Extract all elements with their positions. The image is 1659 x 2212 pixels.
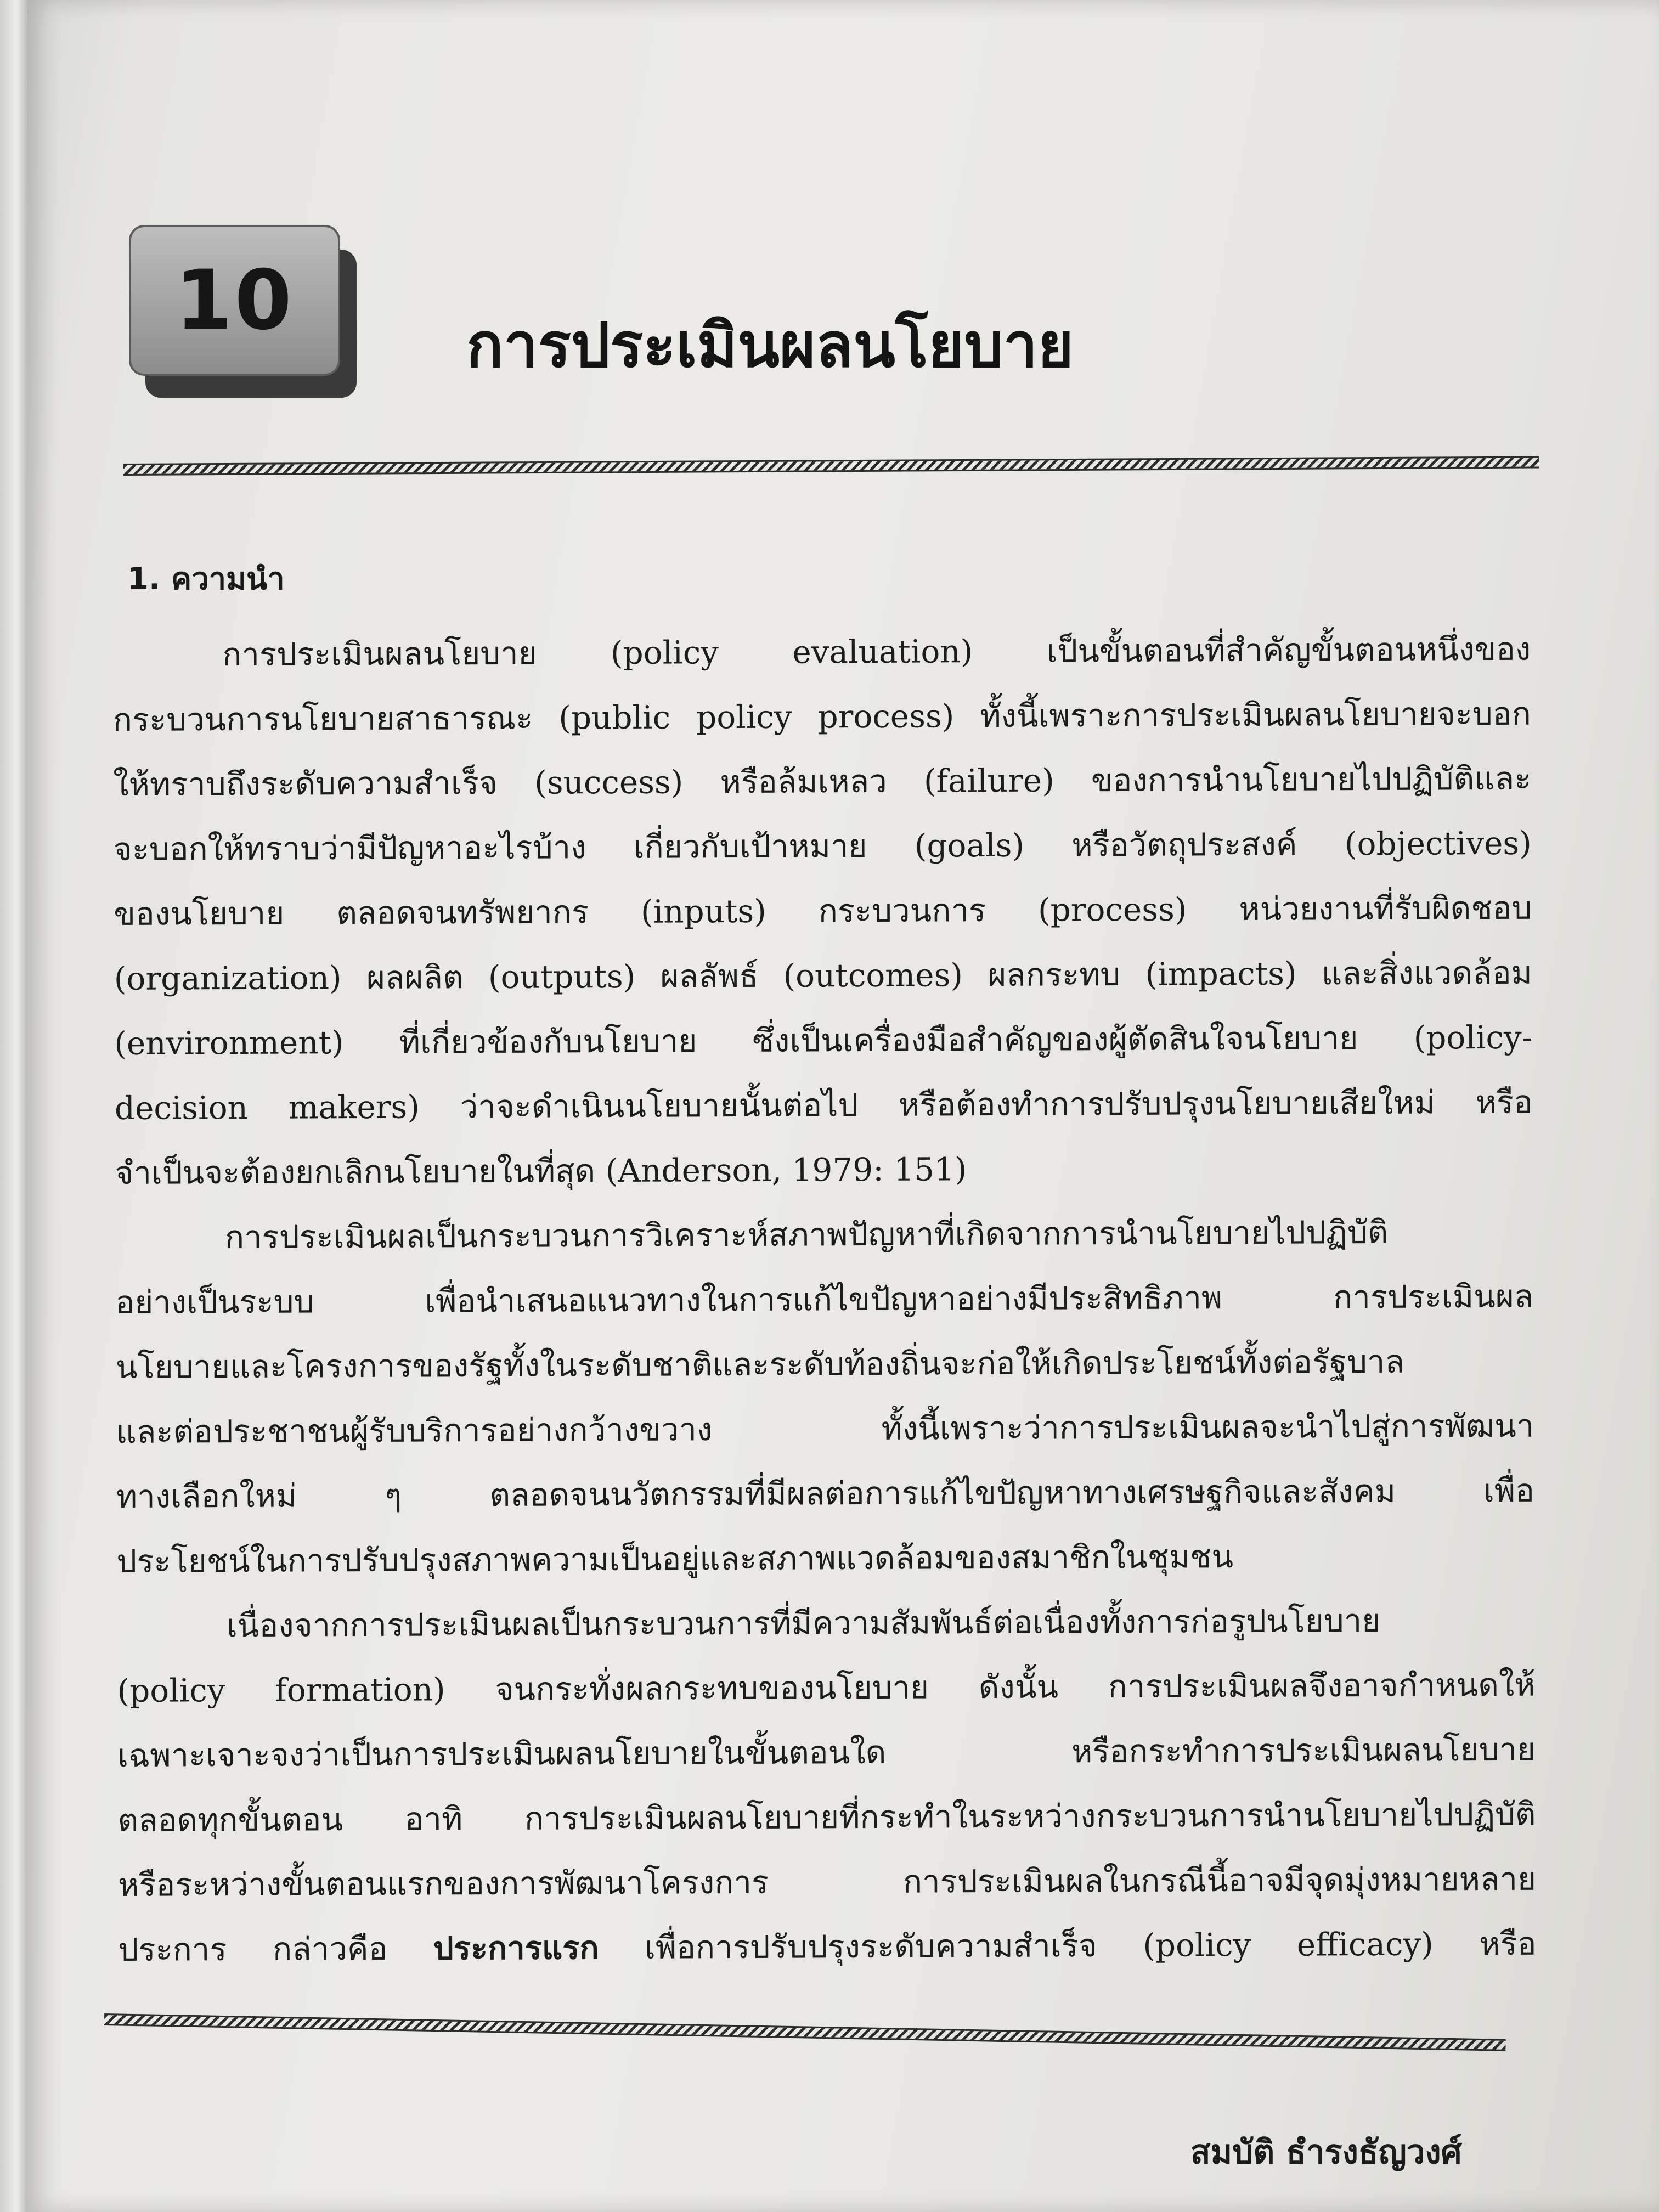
section-heading: 1. ความนำ	[127, 561, 285, 597]
emphasis-first-point: ประการแรก	[433, 1929, 599, 1967]
last-line-start: ประการ กล่าวคือ	[118, 1929, 434, 1968]
text-line: ตลอดทุกขั้นตอน อาทิ การประเมินผลนโยบายที่กระทำในระหว่างกระบวนการนำนโยบายไปปฏิบัติ	[117, 1795, 1536, 1839]
text-line: ทางเลือกใหม่ ๆ ตลอดจนนวัตกรรมที่มีผลต่อการแก้ไขปัญหาทางเศรษฐกิจและสังคม เพื่อ	[116, 1471, 1535, 1515]
last-line-end: เพื่อการปรับปรุงระดับความสำเร็จ (policy efficacy) หรือ	[599, 1925, 1537, 1967]
text-line: หรือระหว่างขั้นตอนแรกของการพัฒนาโครงการ การประเมินผลในกรณีนี้อาจมีจุดมุ่งหมายหลาย	[117, 1860, 1537, 1904]
footer-author: สมบัติ ธำรงธัญวงศ์	[1190, 2133, 1462, 2171]
text-line: นโยบายและโครงการของรัฐทั้งในระดับชาติและระดับท้องถิ่นจะก่อให้เกิดประโยชน์ทั้งต่อรัฐบาล	[115, 1342, 1405, 1386]
text-line: จำเป็นจะต้องยกเลิกนโยบายในที่สุด (Anderson, 1979: 151)	[115, 1150, 967, 1192]
text-line: (organization) ผลผลิต (outputs) ผลลัพธ์ (outcomes) ผลกระทบ (impacts) และสิ่งแวดล้อม	[114, 953, 1532, 997]
text-line: การประเมินผลเป็นกระบวนการวิเคราะห์สภาพปัญหาที่เกิดจากการนำนโยบายไปปฏิบัติ	[224, 1213, 1389, 1256]
text-line: การประเมินผลนโยบาย (policy evaluation) เป็นขั้นตอนที่สำคัญขั้นตอนหนึ่งของ	[222, 630, 1531, 674]
chapter-badge	[129, 225, 340, 376]
chapter-title: การประเมินผลนโยบาย	[466, 310, 1074, 381]
adjacent-page-edge	[0, 0, 27, 2212]
text-line: อย่างเป็นระบบ เพื่อนำเสนอแนวทางในการแก้ไขปัญหาอย่างมีประสิทธิภาพ การประเมินผล	[115, 1277, 1534, 1321]
text-line: ให้ทราบถึงระดับความสำเร็จ (success) หรือล้มเหลว (failure) ของการนำนโยบายไปปฏิบัติและ	[113, 759, 1532, 803]
chapter-number: 10	[175, 252, 294, 348]
text-line: (environment) ที่เกี่ยวข้องกับนโยบาย ซึ่งเป็นเครื่องมือสำคัญของผู้ตัดสินใจนโยบาย (policy-	[114, 1018, 1533, 1062]
text-line: และต่อประชาชนผู้รับบริการอย่างกว้างขวาง ทั้งนี้เพราะว่าการประเมินผลจะนำไปสู่การพัฒนา	[116, 1407, 1534, 1451]
text-line-last	[118, 1911, 1536, 1982]
text-line: กระบวนการนโยบายสาธารณะ (public policy process) ทั้งนี้เพราะการประเมินผลนโยบายจะบอก	[112, 695, 1531, 738]
text-line: ของนโยบาย ตลอดจนทรัพยากร (inputs) กระบวนการ (process) หน่วยงานที่รับผิดชอบ	[114, 889, 1532, 933]
text-line: decision makers) ว่าจะดำเนินนโยบายนั้นต่อไป หรือต้องทำการปรับปรุงนโยบายเสียใหม่ หรือ	[114, 1083, 1533, 1127]
text-line: จะบอกให้ทราบว่ามีปัญหาอะไรบ้าง เกี่ยวกับเป้าหมาย (goals) หรือวัตถุประสงค์ (objectives)	[113, 824, 1532, 868]
text-line: เนื่องจากการประเมินผลเป็นกระบวนการที่มีความสัมพันธ์ต่อเนื่องทั้งการก่อรูปนโยบาย	[226, 1601, 1381, 1645]
text-line: (policy formation) จนกระทั่งผลกระทบของนโยบาย ดังนั้น การประเมินผลจึงอาจกำหนดให้	[117, 1666, 1536, 1709]
text-line: ประโยชน์ในการปรับปรุงสภาพความเป็นอยู่และสภาพแวดล้อมของสมาชิกในชุมชน	[116, 1538, 1234, 1580]
text-line: เฉพาะเจาะจงว่าเป็นการประเมินผลนโยบายในขั้นตอนใด หรือกระทำการประเมินผลนโยบาย	[117, 1730, 1536, 1774]
body-text	[112, 617, 1537, 1982]
